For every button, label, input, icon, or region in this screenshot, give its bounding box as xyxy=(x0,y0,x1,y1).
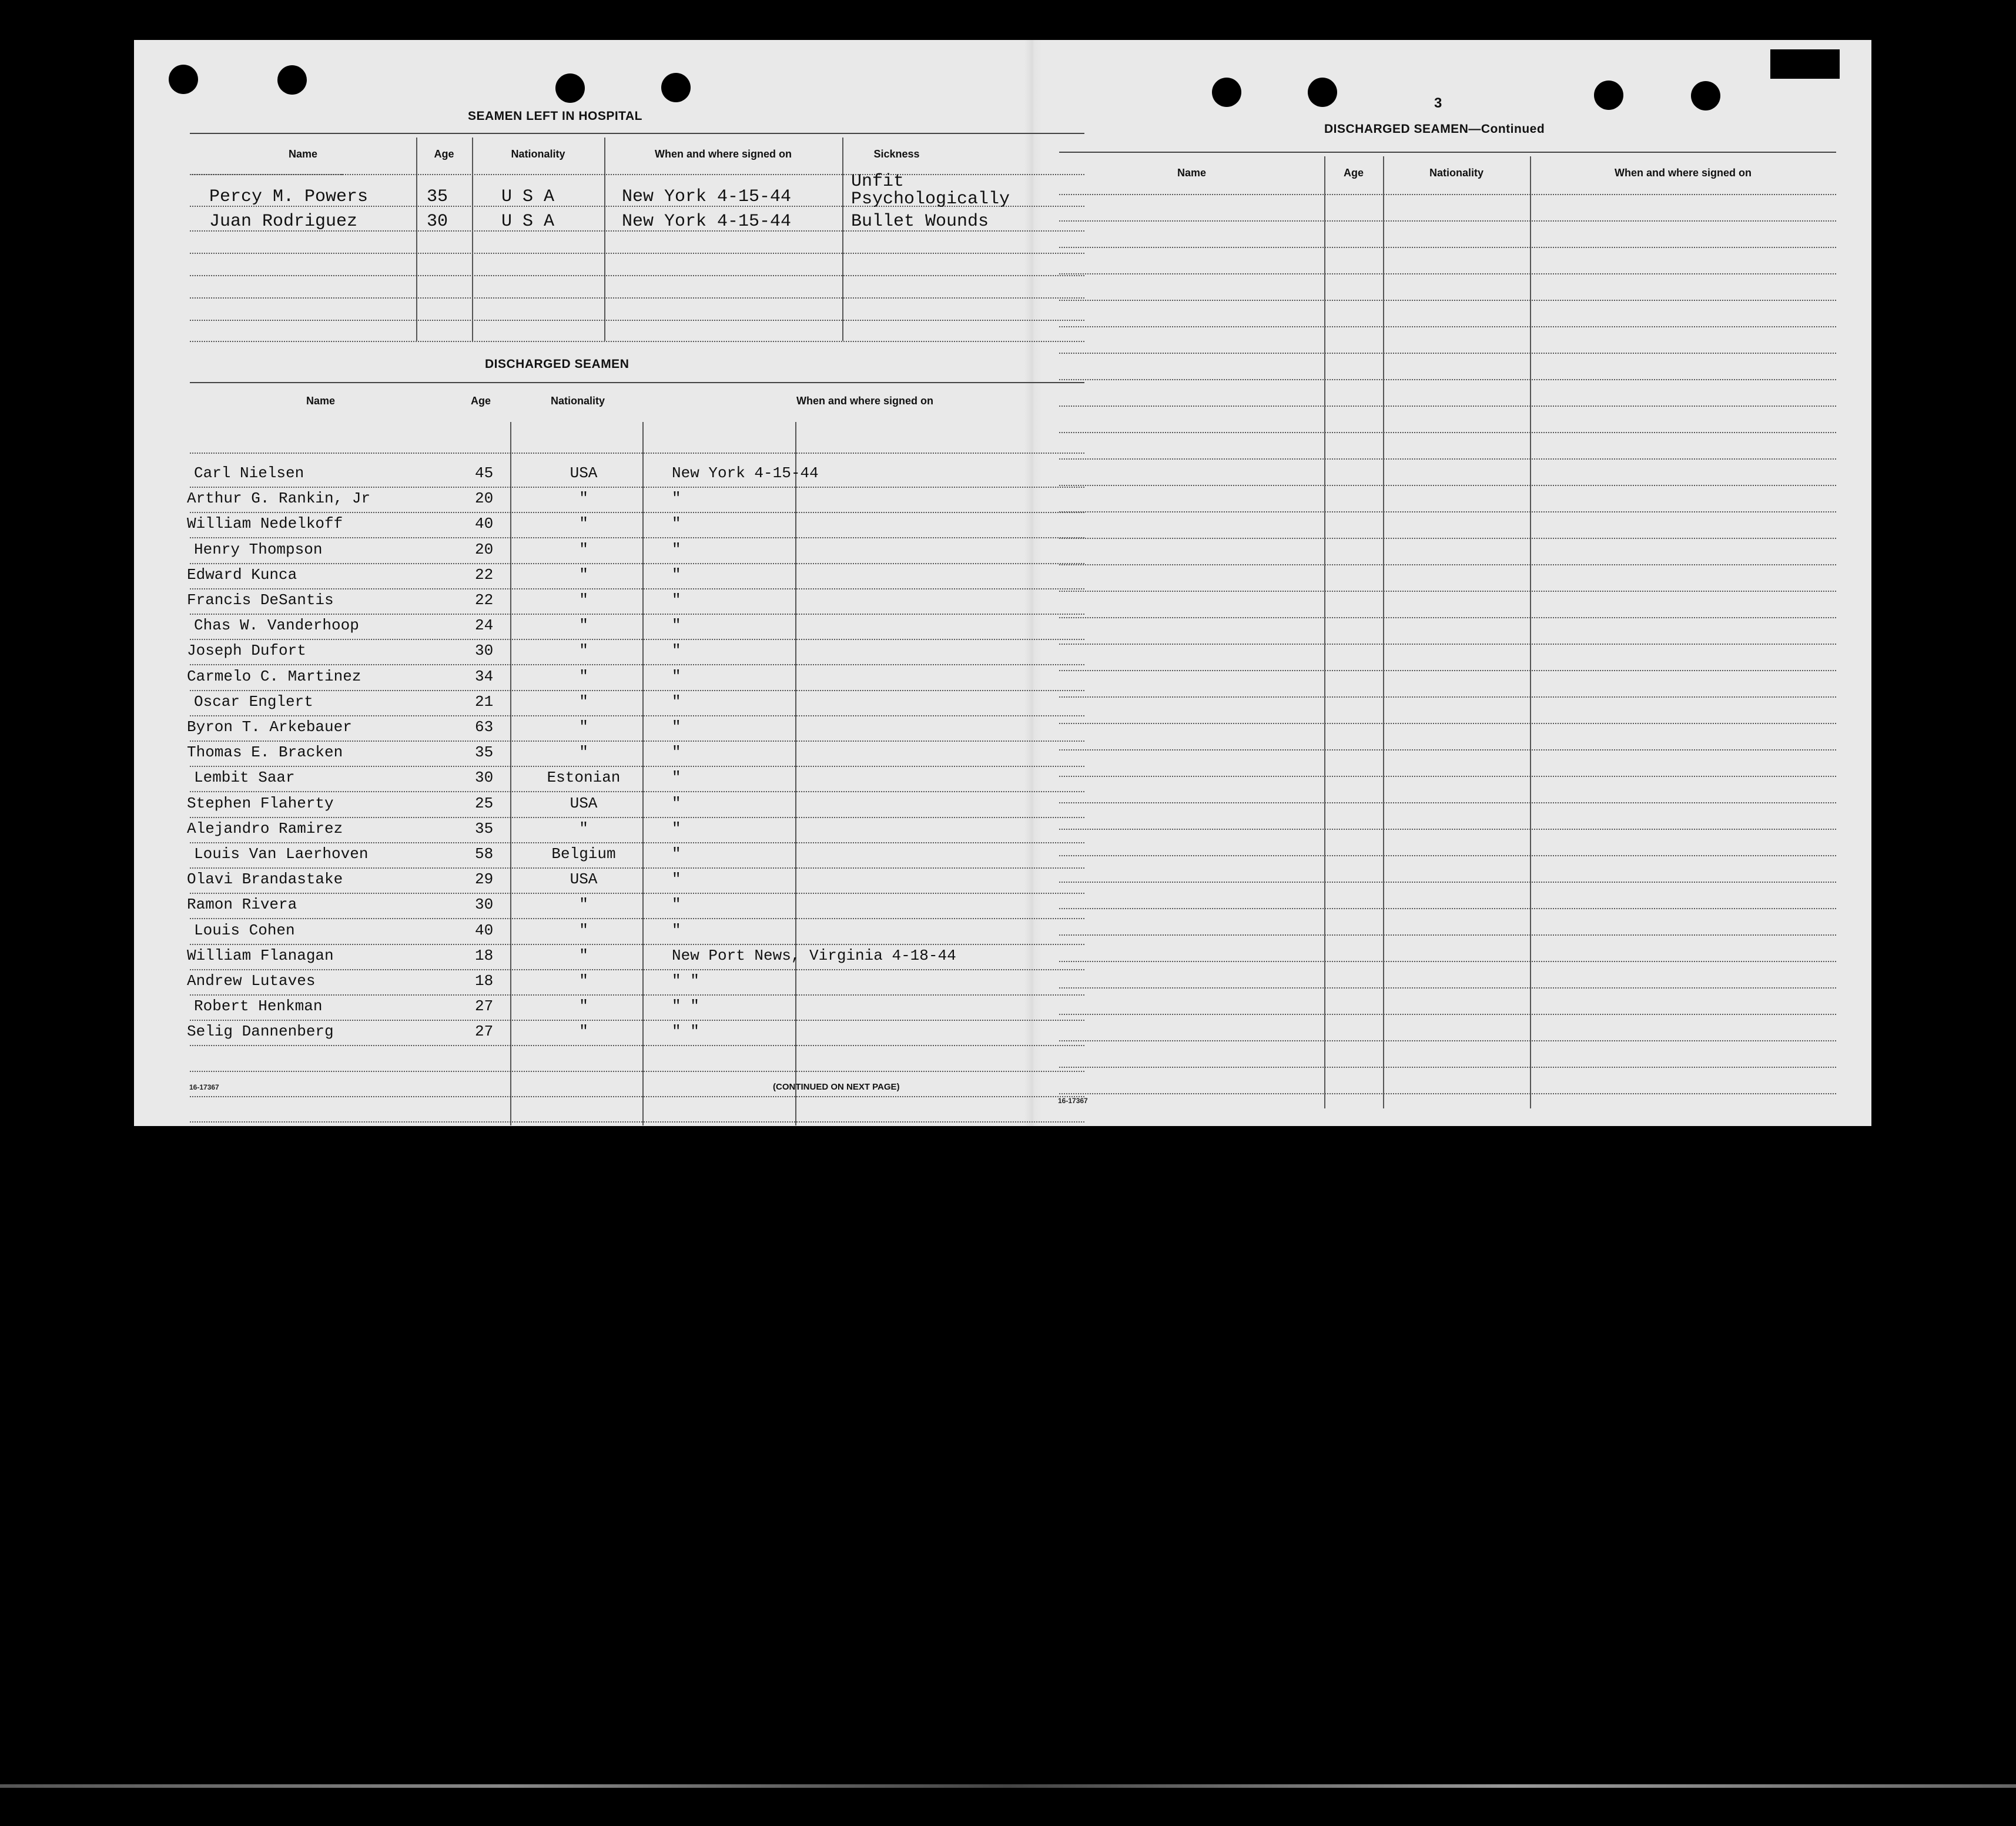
row-rule xyxy=(1059,749,1836,750)
hospital-sickness: Unfit Psychologically xyxy=(851,172,1010,209)
row-rule xyxy=(1059,220,1836,222)
discharged-age: 18 xyxy=(475,972,494,990)
row-rule xyxy=(1059,300,1836,301)
discharged-signed-on: " " xyxy=(672,972,699,990)
discharged-signed-on: " xyxy=(672,896,681,913)
discharged-age: 40 xyxy=(475,515,494,532)
header-signed-on: When and where signed on xyxy=(654,148,792,160)
row-rule xyxy=(1059,406,1836,407)
hospital-name: Percy M. Powers xyxy=(209,187,369,207)
row-rule xyxy=(1059,511,1836,512)
column-divider xyxy=(1324,156,1325,1108)
row-rule xyxy=(1059,802,1836,803)
scan-edge xyxy=(0,1784,2016,1788)
column-divider xyxy=(472,138,473,341)
column-divider xyxy=(842,138,843,341)
discharged-name: Ramon Rivera xyxy=(187,896,297,913)
row-rule xyxy=(190,1020,1084,1021)
hospital-sickness: Bullet Wounds xyxy=(851,212,989,232)
discharged-name: Louis Van Laerhoven xyxy=(194,845,369,863)
row-rule xyxy=(190,994,1084,996)
row-rule xyxy=(1059,432,1836,433)
discharged-age: 20 xyxy=(475,541,494,558)
discharged-name: Carmelo C. Martinez xyxy=(187,668,361,685)
corner-tab xyxy=(1770,49,1840,79)
discharged-signed-on: " xyxy=(672,743,681,761)
row-rule xyxy=(190,563,1084,564)
discharged-nationality: Belgium xyxy=(551,845,616,863)
discharged-nationality: " xyxy=(579,896,588,913)
discharged-name: Edward Kunca xyxy=(187,566,297,584)
discharged-age: 30 xyxy=(475,896,494,913)
discharged-age: 18 xyxy=(475,947,494,964)
discharged-age: 27 xyxy=(475,997,494,1015)
discharged-signed-on: " xyxy=(672,769,681,786)
row-rule xyxy=(190,537,1084,538)
row-rule xyxy=(1059,617,1836,618)
punch-hole xyxy=(1594,81,1623,110)
column-divider xyxy=(1530,156,1531,1108)
discharged-name: Byron T. Arkebauer xyxy=(187,718,352,736)
row-rule xyxy=(1059,882,1836,883)
discharged-age: 40 xyxy=(475,922,494,939)
header-name: Name xyxy=(288,148,318,160)
discharged-signed-on: " " xyxy=(672,997,699,1015)
discharged-name: Andrew Lutaves xyxy=(187,972,316,990)
row-rule xyxy=(1059,987,1836,989)
discharged-nationality: USA xyxy=(570,795,598,812)
row-rule xyxy=(190,297,1084,299)
header-signed-on: When and where signed on xyxy=(796,395,933,407)
row-rule xyxy=(1059,247,1836,248)
discharged-age: 22 xyxy=(475,566,494,584)
punch-hole xyxy=(169,65,198,94)
discharged-signed-on: New York 4-15-44 xyxy=(672,464,819,482)
row-rule xyxy=(190,320,1084,321)
hospital-signed-on: New York 4-15-44 xyxy=(622,212,792,232)
header-age: Age xyxy=(434,148,454,160)
discharged-name: William Nedelkoff xyxy=(187,515,343,532)
punch-hole xyxy=(661,73,691,102)
discharged-name: Louis Cohen xyxy=(194,922,295,939)
discharged-age: 27 xyxy=(475,1023,494,1040)
discharged-nationality: " xyxy=(579,718,588,736)
discharged-signed-on: " " xyxy=(672,1023,699,1040)
discharged-nationality: " xyxy=(579,743,588,761)
row-rule xyxy=(190,690,1084,691)
discharged-signed-on: " xyxy=(672,566,681,584)
discharged-signed-on: " xyxy=(672,541,681,558)
row-rule xyxy=(1059,723,1836,724)
discharged-signed-on: " xyxy=(672,718,681,736)
row-rule xyxy=(1059,934,1836,936)
row-rule xyxy=(1059,961,1836,962)
row-rule xyxy=(1059,564,1836,565)
column-divider xyxy=(1383,156,1384,1108)
discharged-nationality: " xyxy=(579,693,588,711)
hospital-title: SEAMEN LEFT IN HOSPITAL xyxy=(468,109,642,123)
discharged-signed-on: " xyxy=(672,617,681,634)
discharged-nationality: " xyxy=(579,490,588,507)
row-rule xyxy=(1059,696,1836,698)
discharged-signed-on: " xyxy=(672,820,681,837)
row-rule xyxy=(190,766,1084,767)
discharged-nationality: " xyxy=(579,947,588,964)
punch-hole xyxy=(1691,81,1720,110)
discharged-signed-on: " xyxy=(672,591,681,609)
row-rule xyxy=(190,487,1084,488)
row-rule xyxy=(1059,644,1836,645)
row-rule xyxy=(190,1045,1084,1046)
continued-title: DISCHARGED SEAMEN—Continued xyxy=(1324,122,1545,136)
discharged-nationality: " xyxy=(579,1023,588,1040)
hospital-age: 30 xyxy=(427,212,448,232)
header-nationality: Nationality xyxy=(511,148,565,160)
row-rule xyxy=(190,664,1084,665)
discharged-nationality: " xyxy=(579,617,588,634)
row-rule xyxy=(190,918,1084,919)
discharged-signed-on: " xyxy=(672,795,681,812)
discharged-name: William Flanagan xyxy=(187,947,334,964)
punch-hole xyxy=(555,73,585,103)
row-rule xyxy=(190,741,1084,742)
discharged-signed-on: " xyxy=(672,668,681,685)
row-rule xyxy=(1059,458,1836,460)
hospital-signed-on: New York 4-15-44 xyxy=(622,187,792,207)
discharged-name: Olavi Brandastake xyxy=(187,870,343,888)
discharged-signed-on: " xyxy=(672,870,681,888)
discharged-name: Alejandro Ramirez xyxy=(187,820,343,837)
row-rule xyxy=(190,253,1084,254)
row-rule xyxy=(190,817,1084,818)
row-rule xyxy=(1059,326,1836,327)
row-rule xyxy=(1059,485,1836,486)
discharged-nationality: " xyxy=(579,820,588,837)
row-rule xyxy=(1059,1093,1836,1094)
discharged-name: Thomas E. Bracken xyxy=(187,743,343,761)
discharged-age: 30 xyxy=(475,642,494,659)
discharged-signed-on: " xyxy=(672,922,681,939)
rule xyxy=(190,133,1084,134)
row-rule xyxy=(1059,1067,1836,1068)
row-rule xyxy=(190,341,1084,342)
discharged-name: Arthur G. Rankin, Jr xyxy=(187,490,371,507)
discharged-name: Carl Nielsen xyxy=(194,464,304,482)
row-rule xyxy=(1059,379,1836,380)
row-rule xyxy=(190,867,1084,869)
discharged-age: 21 xyxy=(475,693,494,711)
header-signed-on: When and where signed on xyxy=(1614,167,1752,179)
page-number: 3 xyxy=(1434,95,1442,111)
discharged-nationality: " xyxy=(579,566,588,584)
header-name: Name xyxy=(1177,167,1207,179)
rule xyxy=(1059,152,1836,153)
punch-hole xyxy=(1212,78,1241,107)
row-rule xyxy=(1059,855,1836,856)
discharged-nationality: " xyxy=(579,922,588,939)
header-name: Name xyxy=(306,395,336,407)
discharged-signed-on: " xyxy=(672,693,681,711)
row-rule xyxy=(1059,273,1836,274)
discharged-title: DISCHARGED SEAMEN xyxy=(485,357,629,371)
row-rule xyxy=(190,588,1084,589)
discharged-nationality: " xyxy=(579,668,588,685)
row-rule xyxy=(1059,1014,1836,1015)
row-rule xyxy=(190,893,1084,894)
row-rule xyxy=(1059,829,1836,830)
row-rule xyxy=(190,1121,1084,1123)
form-number-left: 16-17367 xyxy=(189,1083,219,1091)
discharged-nationality: USA xyxy=(570,464,598,482)
header-nationality: Nationality xyxy=(1429,167,1483,179)
discharged-name: Stephen Flaherty xyxy=(187,795,334,812)
row-rule xyxy=(190,275,1084,276)
column-divider xyxy=(604,138,605,341)
discharged-age: 63 xyxy=(475,718,494,736)
discharged-age: 45 xyxy=(475,464,494,482)
hospital-nationality: U S A xyxy=(501,187,555,207)
discharged-age: 25 xyxy=(475,795,494,812)
discharged-age: 35 xyxy=(475,743,494,761)
row-rule xyxy=(190,1096,1084,1097)
row-rule xyxy=(1059,776,1836,777)
discharged-name: Lembit Saar xyxy=(194,769,295,786)
row-rule xyxy=(190,791,1084,792)
hospital-nationality: U S A xyxy=(501,212,555,232)
discharged-nationality: Estonian xyxy=(547,769,621,786)
discharged-name: Francis DeSantis xyxy=(187,591,334,609)
hospital-age: 35 xyxy=(427,187,448,207)
continued-note: (CONTINUED ON NEXT PAGE) xyxy=(773,1082,900,1092)
row-rule xyxy=(190,842,1084,843)
column-divider xyxy=(416,138,417,341)
discharged-nationality: " xyxy=(579,591,588,609)
row-rule xyxy=(190,639,1084,640)
row-rule xyxy=(190,715,1084,716)
discharged-age: 30 xyxy=(475,769,494,786)
rule xyxy=(190,382,1084,383)
row-rule xyxy=(190,969,1084,970)
row-rule xyxy=(1059,670,1836,671)
discharged-signed-on: New Port News, Virginia 4-18-44 xyxy=(672,947,956,964)
discharged-nationality: " xyxy=(579,997,588,1015)
row-rule xyxy=(1059,538,1836,539)
discharged-signed-on: " xyxy=(672,845,681,863)
discharged-name: Oscar Englert xyxy=(194,693,313,711)
row-rule xyxy=(1059,194,1836,195)
discharged-nationality: " xyxy=(579,972,588,990)
discharged-age: 20 xyxy=(475,490,494,507)
punch-hole xyxy=(1308,78,1337,107)
discharged-age: 58 xyxy=(475,845,494,863)
punch-hole xyxy=(277,65,307,95)
discharged-name: Selig Dannenberg xyxy=(187,1023,334,1040)
discharged-nationality: USA xyxy=(570,870,598,888)
discharged-age: 29 xyxy=(475,870,494,888)
discharged-nationality: " xyxy=(579,642,588,659)
discharged-signed-on: " xyxy=(672,490,681,507)
discharged-name: Chas W. Vanderhoop xyxy=(194,617,359,634)
header-sickness: Sickness xyxy=(873,148,920,160)
discharged-age: 35 xyxy=(475,820,494,837)
discharged-age: 24 xyxy=(475,617,494,634)
form-number-right: 16-17367 xyxy=(1058,1097,1088,1105)
row-rule xyxy=(190,1071,1084,1072)
discharged-name: Henry Thompson xyxy=(194,541,323,558)
row-rule xyxy=(190,453,1084,454)
discharged-signed-on: " xyxy=(672,515,681,532)
header-age: Age xyxy=(1343,167,1364,179)
row-rule xyxy=(1059,908,1836,909)
discharged-signed-on: " xyxy=(672,642,681,659)
row-rule xyxy=(190,944,1084,945)
document-sheet xyxy=(134,40,1871,1126)
row-rule xyxy=(1059,591,1836,592)
discharged-name: Joseph Dufort xyxy=(187,642,306,659)
discharged-age: 34 xyxy=(475,668,494,685)
row-rule xyxy=(190,512,1084,513)
header-nationality: Nationality xyxy=(550,395,605,407)
row-rule xyxy=(1059,353,1836,354)
header-age: Age xyxy=(470,395,491,407)
row-rule xyxy=(190,614,1084,615)
discharged-name: Robert Henkman xyxy=(194,997,323,1015)
hospital-name: Juan Rodriguez xyxy=(209,212,358,232)
discharged-age: 22 xyxy=(475,591,494,609)
row-rule xyxy=(1059,1040,1836,1041)
discharged-nationality: " xyxy=(579,515,588,532)
discharged-nationality: " xyxy=(579,541,588,558)
